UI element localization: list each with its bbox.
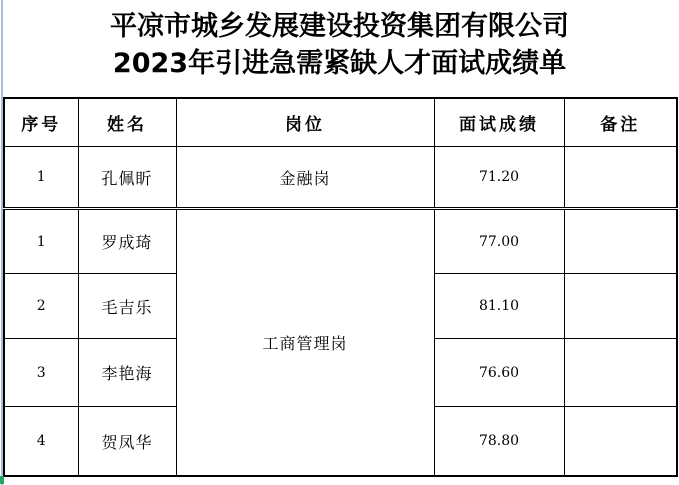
- selection-handle: [0, 476, 4, 484]
- interview-score-table: [3, 97, 678, 477]
- table-row: [4, 209, 677, 274]
- title-line-1: 平凉市城乡发展建设投资集团有限公司: [110, 11, 569, 42]
- table-row: [4, 147, 677, 209]
- cell-name: 孔佩盺: [78, 147, 176, 209]
- cell-position: 金融岗: [176, 147, 434, 209]
- cell-note: [564, 339, 677, 407]
- cell-score: 81.10: [434, 274, 564, 339]
- header-no: 序号: [4, 98, 78, 147]
- cell-note: [564, 209, 677, 274]
- cell-note: [564, 147, 677, 209]
- cell-no: 1: [4, 147, 78, 209]
- title-line-2: 2023年引进急需紧缺人才面试成绩单: [112, 48, 567, 79]
- cell-note: [564, 407, 677, 477]
- cell-no: 3: [4, 339, 78, 407]
- header-position: 岗位: [176, 98, 434, 147]
- cell-name: 毛吉乐: [78, 274, 176, 339]
- cell-score: 76.60: [434, 339, 564, 407]
- cell-score: 71.20: [434, 147, 564, 209]
- header-name: 姓名: [78, 98, 176, 147]
- cell-no: 1: [4, 209, 78, 274]
- cell-name: 贺凤华: [78, 407, 176, 477]
- cell-score: 78.80: [434, 407, 564, 477]
- page-title: [3, 8, 676, 82]
- cell-name: 罗成琦: [78, 209, 176, 274]
- header-note: 备注: [564, 98, 677, 147]
- header-score: 面试成绩: [434, 98, 564, 147]
- table-header-row: [4, 98, 677, 147]
- cell-position-merged: 工商管理岗: [176, 209, 434, 477]
- cell-name: 李艳海: [78, 339, 176, 407]
- cell-no: 2: [4, 274, 78, 339]
- cell-no: 4: [4, 407, 78, 477]
- cell-note: [564, 274, 677, 339]
- cell-score: 77.00: [434, 209, 564, 274]
